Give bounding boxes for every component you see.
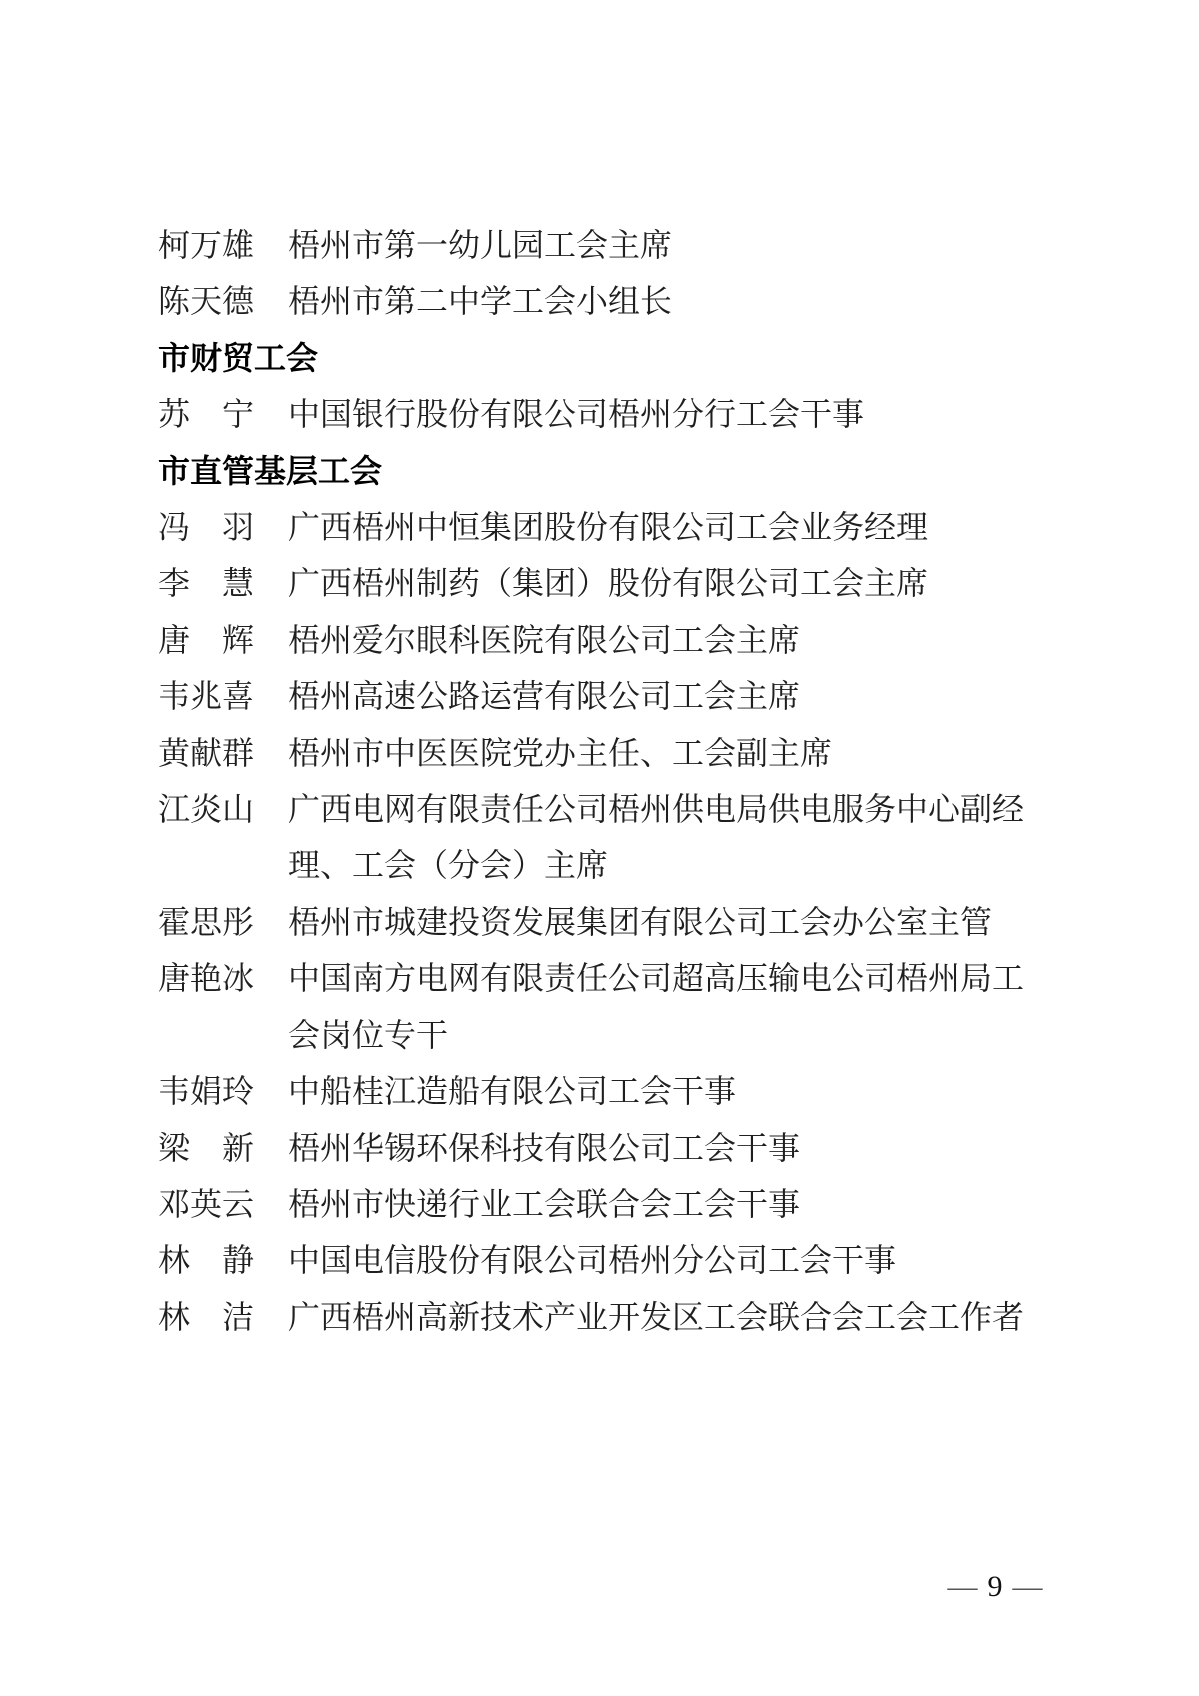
person-title-line: 广西电网有限责任公司梧州供电局供电服务中心副经 [288,791,1025,828]
entry-row [158,217,1058,273]
person-name: 梁 新 [158,1129,255,1166]
person-title-line: 广西梧州制药（集团）股份有限公司工会主席 [288,565,929,602]
person-title-line: 梧州市快递行业工会联合会工会干事 [288,1185,801,1222]
person-title-line: 梧州市中医医院党办主任、工会副主席 [288,734,833,771]
entry-row [158,273,1058,329]
entry-row [158,1120,1058,1176]
section-heading: 市直管基层工会 [158,452,383,489]
person-name: 韦娟玲 [158,1073,255,1110]
section-heading-row [158,443,1058,499]
page-number-dash-right: — [1012,1570,1043,1603]
person-title-line: 会岗位专干 [288,1016,449,1053]
person-title [288,1120,800,1176]
entry-row [158,1232,1058,1288]
person-name: 邓英云 [158,1185,255,1222]
entry-row [158,1289,1058,1345]
entry-row [158,612,1058,668]
person-title [288,612,800,668]
person-title [288,1289,1024,1345]
page-number-value: 9 [987,1570,1003,1603]
person-title-line: 理、工会（分会）主席 [288,847,609,884]
entry-row [158,386,1058,442]
person-title-line: 梧州市城建投资发展集团有限公司工会办公室主管 [288,903,993,940]
person-name: 黄献群 [158,734,255,771]
person-title [288,217,672,273]
entry-row [158,555,1058,611]
person-title-line: 梧州华锡环保科技有限公司工会干事 [288,1129,801,1166]
person-name: 霍思彤 [158,903,255,940]
person-title [288,668,800,724]
page-number-dash-left: — [947,1570,978,1603]
entry-row [158,1063,1058,1119]
person-title [288,894,992,950]
entry-row [158,499,1058,555]
person-title [288,273,672,329]
entry-row [158,950,1058,1063]
person-title-line: 广西梧州高新技术产业开发区工会联合会工会工作者 [288,1298,1025,1335]
person-title-line: 中国银行股份有限公司梧州分行工会干事 [288,396,865,433]
person-name: 冯 羽 [158,509,255,546]
person-name: 林 静 [158,1242,255,1279]
person-name: 苏 宁 [158,396,255,433]
person-name: 李 慧 [158,565,255,602]
person-title-line: 中国南方电网有限责任公司超高压输电公司梧州局工 [288,960,1025,997]
entry-row [158,725,1058,781]
section-heading-row [158,330,1058,386]
person-title-line: 梧州市第一幼儿园工会主席 [288,227,673,263]
entry-row [158,894,1058,950]
person-name: 柯万雄 [158,227,255,263]
person-title-line: 广西梧州中恒集团股份有限公司工会业务经理 [288,509,929,546]
person-name: 唐 辉 [158,621,255,658]
roster-list [158,217,1058,1345]
person-title [288,950,1024,1063]
person-title [288,1176,800,1232]
entry-row [158,668,1058,724]
person-title [288,499,928,555]
person-title [288,725,832,781]
person-title [288,555,928,611]
entry-row [158,781,1058,894]
entry-row [158,1176,1058,1232]
person-title [288,1063,736,1119]
page-number [880,1568,1110,1606]
person-name: 江炎山 [158,791,255,828]
person-name: 陈天德 [158,283,255,320]
person-title-line: 中国电信股份有限公司梧州分公司工会干事 [288,1242,897,1279]
section-heading: 市财贸工会 [158,339,319,376]
person-title-line: 梧州市第二中学工会小组长 [288,283,673,320]
person-name: 林 洁 [158,1298,255,1335]
person-name: 唐艳冰 [158,960,255,997]
person-title-line: 梧州高速公路运营有限公司工会主席 [288,678,801,715]
person-name: 韦兆喜 [158,678,255,715]
person-title [288,1232,896,1288]
person-title-line: 中船桂江造船有限公司工会干事 [288,1073,737,1110]
person-title-line: 梧州爱尔眼科医院有限公司工会主席 [288,621,801,658]
person-title [288,386,864,442]
person-title [288,781,1024,894]
